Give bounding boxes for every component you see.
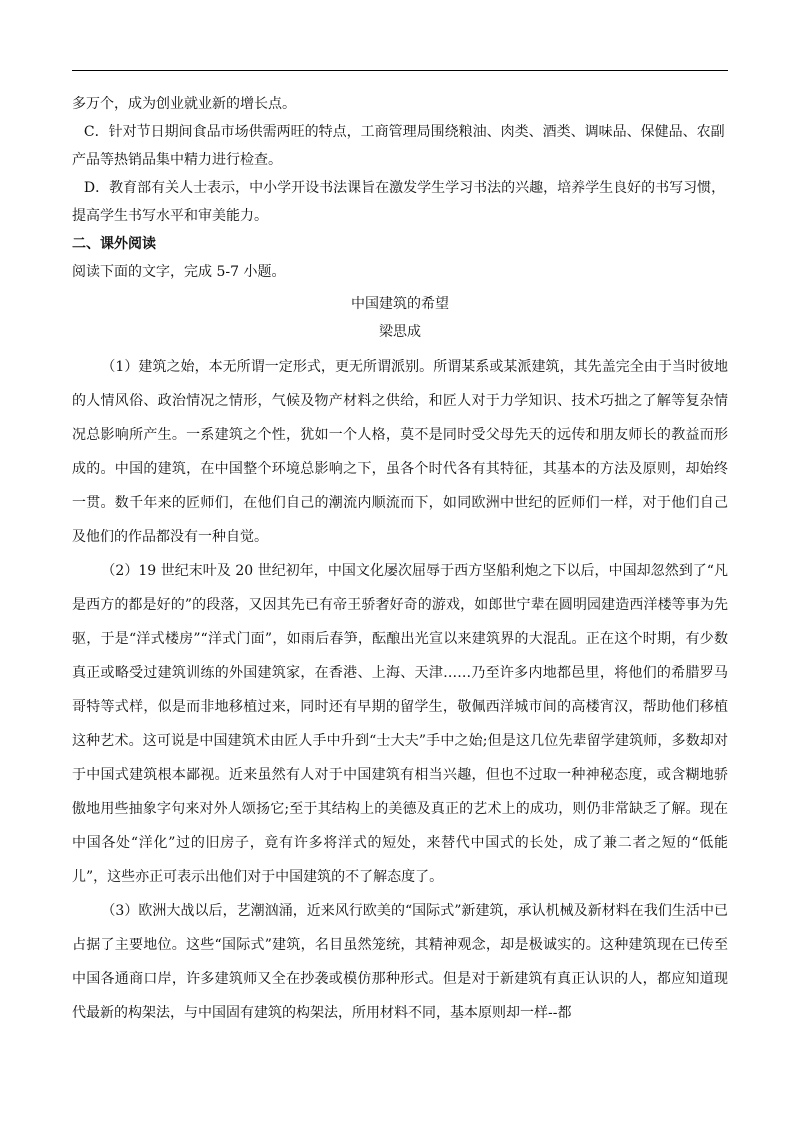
section-heading: 二、课外阅读 bbox=[72, 236, 156, 252]
article-paragraph-3: （3）欧洲大战以后，艺潮汹涌，近来风行欧美的“国际式”新建筑，承认机械及新材料在我们生活中已占据了主要地位。这些“国际式”建筑，名目虽然笼统，其精神观念，却是极诚实的。这种建筑现在已传至中国各通商口岸，许多建筑师又全在抄袭或模仿那种形式。但是对于新建筑有真正认识的人，都应知道现代最新的构架法，与中国固有建筑的构架法，所用材料不同，基本原则却一样--都 bbox=[72, 903, 728, 1021]
article-author: 梁思成 bbox=[379, 324, 421, 340]
article-title: 中国建筑的希望 bbox=[351, 296, 449, 312]
option-d-line: D．教育部有关人士表示，中小学开设书法课旨在激发学生学习书法的兴趣，培养学生良好的书写习惯， bbox=[83, 180, 726, 196]
reading-instruction: 阅读下面的文字，完成 5-7 小题。 bbox=[72, 264, 286, 280]
header-rule bbox=[72, 70, 728, 71]
option-text-line: 多万个，成为创业就业新的增长点。 bbox=[72, 96, 296, 112]
option-c-line-cont: 产品等热销品集中精力进行检查。 bbox=[72, 152, 282, 168]
page-content bbox=[72, 90, 728, 1030]
option-c-line: C．针对节日期间食品市场供需两旺的特点，工商管理局围绕粮油、肉类、酒类、调味品、保健品、农副 bbox=[83, 124, 725, 140]
article-paragraph-2: （2）19 世纪末叶及 20 世纪初年，中国文化屡次屈辱于西方坚船利炮之下以后，中国却忽然到了“凡是西方的都是好的”的段落，又因其先已有帝王骄奢好奇的游戏，如郎世宁辈在圆明园建造西洋楼等事为先驱，于是“洋式楼房”“洋式门面”，如雨后春笋，酝酿出光宣以来建筑界的大混乱。正在这个时期，有少数真正或略受过建筑训练的外国建筑家，在香港、上海、天津……乃至许多内地都邑里，将他们的希腊罗马哥特等式样，似是而非地移植过来，同时还有早期的留学生，敬佩西洋城市间的高楼宵汉，帮助他们移植这种艺术。这可说是中国建筑术由匠人手中升到“士大夫”手中之始;但是这几位先辈留学建筑师，多数却对于中国式建筑根本鄙视。近来虽然有人对于中国建筑有相当兴趣，但也不过取一种神秘态度，或含糊地骄傲地用些抽象字句来对外人颂扬它;至于其结构上的美德及真正的艺术上的成功，则仍非常缺乏了解。现在中国各处“洋化”过的旧房子，竟有许多将洋式的短处，来替代中国式的长处，成了兼二者之短的“低能儿”，这些亦正可表示出他们对于中国建筑的不了解态度了。 bbox=[72, 563, 728, 885]
option-d-line-cont: 提高学生书写水平和审美能力。 bbox=[72, 208, 268, 224]
article-paragraph-1: （1）建筑之始，本无所谓一定形式，更无所谓派别。所谓某系或某派建筑，其先盖完全由于当时彼地的人情风俗、政治情况之情形，气候及物产材料之供给，和匠人对于力学知识、技术巧拙之了解等复杂情况总影响所产生。一系建筑之个性，犹如一个人格，莫不是同时受父母先天的远传和朋友师长的教益而形成的。中国的建筑，在中国整个环境总影响之下，虽各个时代各有其特征，其基本的方法及原则，却始终一贯。数千年来的匠师们，在他们自己的潮流内顺流而下，如同欧洲中世纪的匠师们一样，对于他们自己及他们的作品都没有一种自觉。 bbox=[72, 359, 728, 545]
